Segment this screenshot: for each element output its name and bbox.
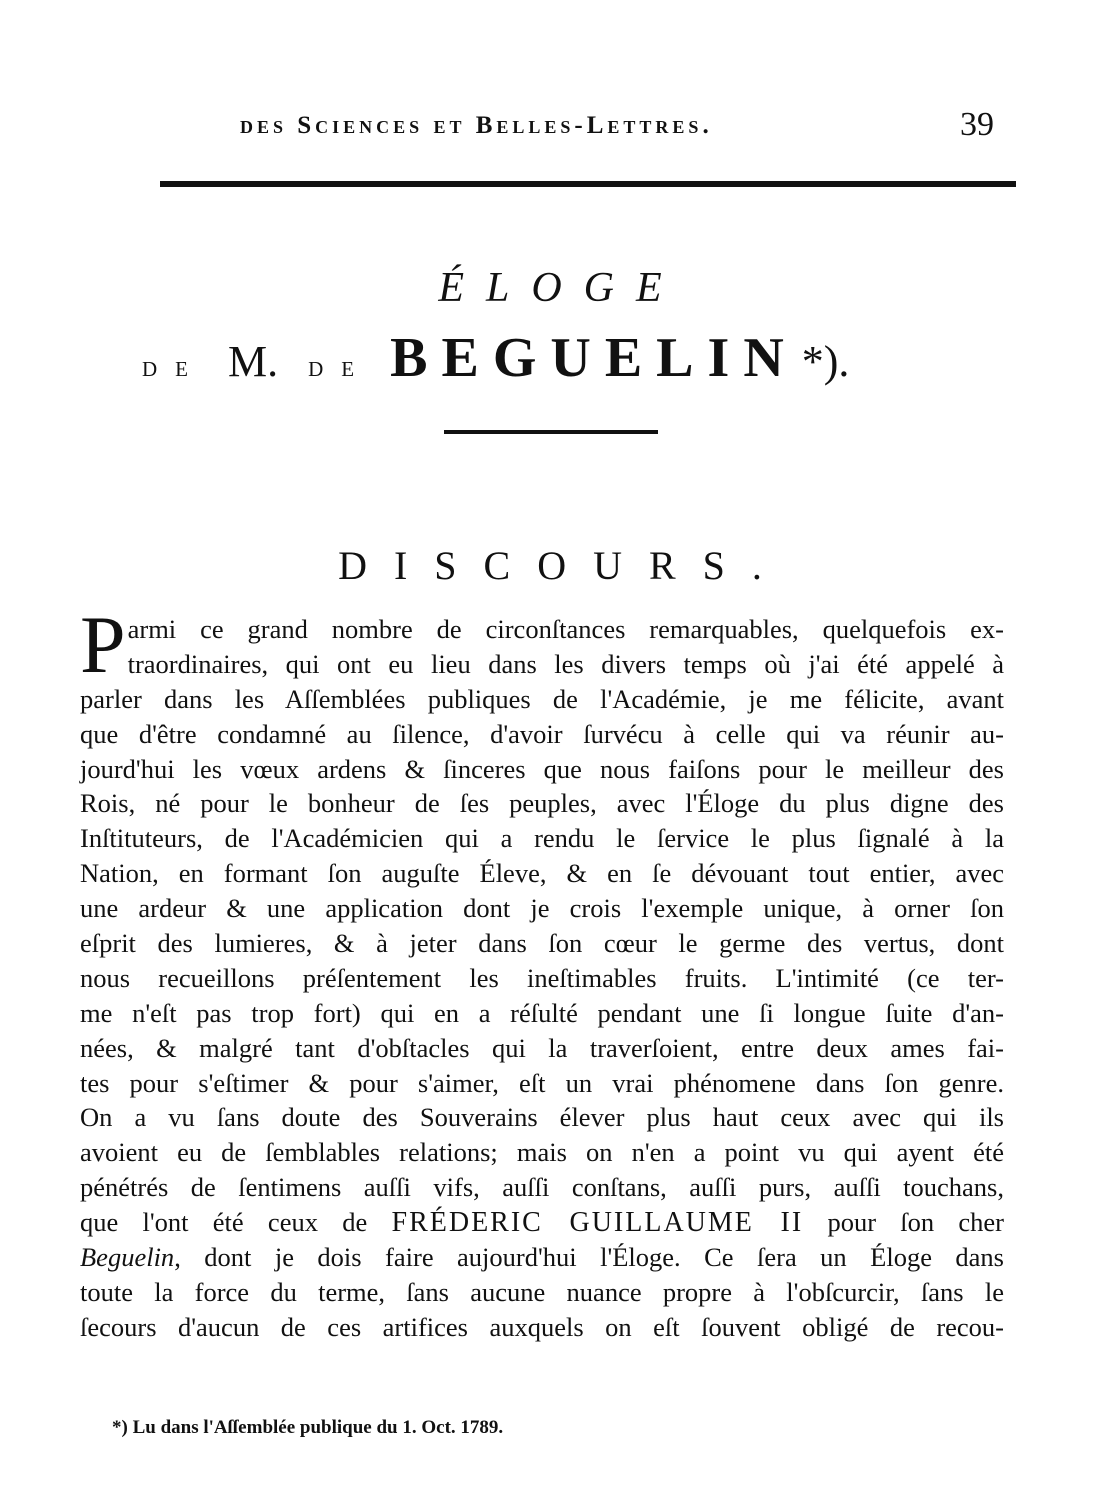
drop-cap: P	[80, 599, 126, 690]
text-line: armi ce grand nombre de circonſtances remarquables, quelquefois ex-	[127, 614, 1004, 644]
text-line: avoient eu de ſemblables relations; mais on n'en a point vu qui ayent été	[80, 1137, 1004, 1168]
text-line: pénétrés de ſentimens auſſi vifs, auſſi conſtans, auſſi purs, auſſi touchans,	[80, 1172, 1004, 1203]
text-line: ſecours d'aucun de ces artifices auxquels on eſt ſouvent obligé de recou-	[80, 1311, 1004, 1342]
text-fragment: , dont je dois faire aujourd'hui l'Éloge. Ce ſera un Éloge dans	[174, 1242, 1004, 1273]
text-line: nous recueillons préſentement les ineſtimables fruits. L'intimité (ce ter-	[80, 962, 1004, 993]
text-line: eſprit des lumieres, & à jeter dans ſon cœur le germe des vertus, dont	[80, 928, 1004, 959]
text-line: une ardeur & une application dont je crois l'exemple unique, à orner ſon	[80, 893, 1004, 924]
text-line: Inſtituteurs, de l'Académicien qui a rendu le ſervice le plus ſignalé à la	[80, 823, 1004, 854]
title-subject	[142, 326, 849, 390]
text-line: On a vu ſans doute des Souverains élever plus haut ceux avec qui ils	[80, 1102, 1004, 1133]
running-head	[0, 106, 1100, 152]
text-line: parler dans les Aſſemblées publiques de l'Académie, je me félicite, avant	[80, 683, 1004, 714]
text-line: Rois, né pour le bonheur de ſes peuples, avec l'Éloge du plus digne des	[80, 788, 1004, 819]
text-line: tes pour s'eſtimer & pour s'aimer, eſt un vrai phénomene dans ſon genre.	[80, 1067, 1004, 1098]
title-de-1: de	[142, 350, 206, 383]
title-de-2: de	[308, 350, 373, 383]
text-line: traordinaires, qui ont eu lieu dans les divers temps où j'ai été appelé à	[127, 648, 1004, 679]
text-line-beguelin	[80, 1240, 1004, 1275]
body-text	[80, 599, 1005, 1345]
king-name: FRÉDERIC GUILLAUME II	[391, 1207, 804, 1239]
text-line: Nation, en formant ſon auguſte Éleve, & en ſe dévouant tout entier, avec	[80, 858, 1004, 889]
text-line: toute la force du terme, ſans aucune nuance propre à l'obſcurcir, ſans le	[80, 1276, 1004, 1307]
text-fragment: que l'ont été ceux de	[80, 1207, 368, 1238]
text-line: me n'eſt pas trop fort) qui en a réſulté pendant une ſi longue ſuite d'an-	[80, 997, 1004, 1028]
footnote: *) Lu dans l'Aſſemblée publique du 1. Oct. 1789.	[112, 1417, 504, 1438]
section-heading: DISCOURS.	[338, 543, 789, 588]
running-head-title: des Sciences et Belles-Lettres.	[240, 112, 713, 139]
page-number: 39	[960, 106, 994, 143]
beguelin-name: Beguelin	[80, 1242, 175, 1273]
title-eloge: ÉLOGE	[438, 265, 684, 311]
title-rule	[444, 430, 658, 434]
title-footnote-mark: *).	[801, 337, 850, 386]
text-line: jourd'hui les vœux ardens & ſinceres que nous faiſons pour le meilleur des	[80, 753, 1004, 784]
title-m: M.	[228, 337, 279, 386]
text-fragment: pour ſon cher	[827, 1207, 1005, 1238]
text-line: nées, & malgré tant d'obſtacles qui la traverſoient, entre deux ames fai-	[80, 1032, 1004, 1063]
text-line: que d'être condamné au ſilence, d'avoir ſurvécu à celle qui va réunir au-	[80, 718, 1004, 749]
text-line-frederic	[80, 1205, 1004, 1240]
title-name: BEGUELIN	[390, 327, 798, 389]
header-rule	[160, 181, 1016, 187]
